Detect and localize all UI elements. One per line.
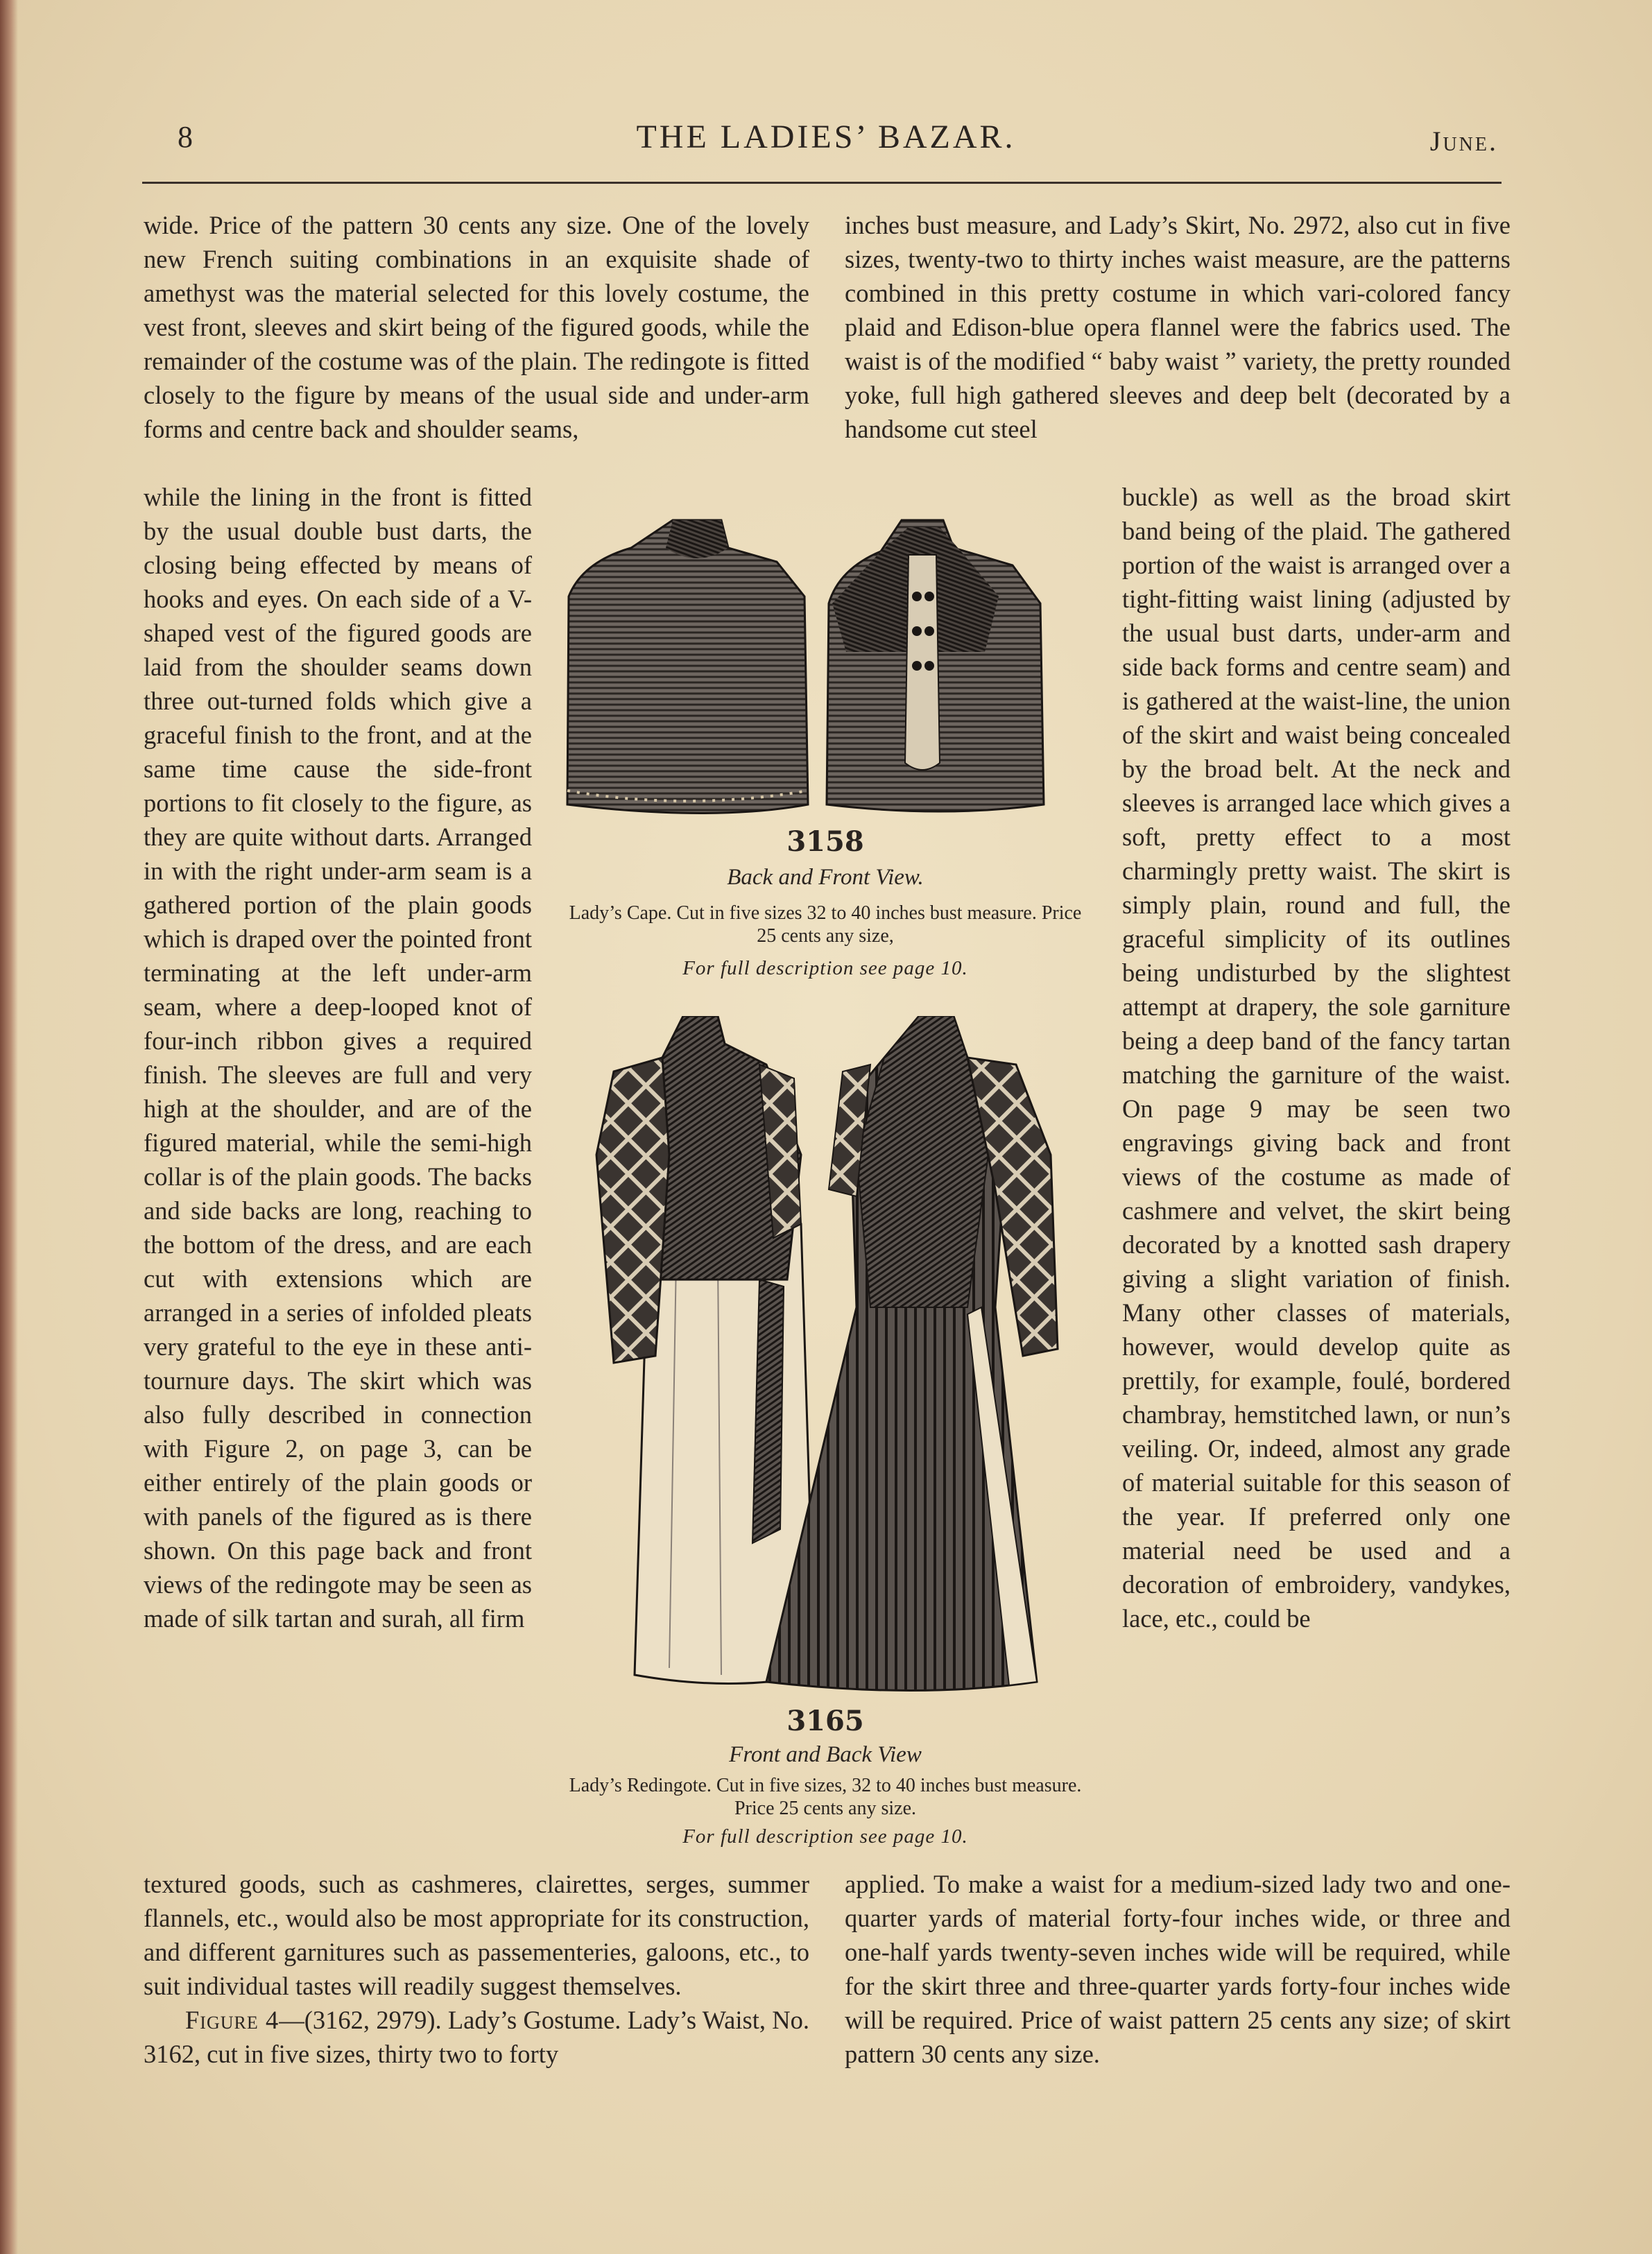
paragraph: buckle) as well as the broad skirt band being of the plaid. The gathered portion of the waist is arranged over a tight-fitting waist lining (adjusted by the usual bust darts, under-arm and side back forms and centre seam) and is gathered at the waist-line, the union of the skirt and waist being concealed by the broad belt. At the neck and sleeves is arranged lace which gives a soft, pretty effect to a most charmingly pretty waist. The skirt is simply plain, round and full, the graceful simplicity of its outlines being undisturbed by the slightest attempt at drapery, the sole garniture being a deep band of the fancy tartan matching the garniture of the waist. On page 9 may be seen two engravings giving back and front views of the costume as made of cashmere and velvet, the skirt being decorated by a knotted sash drapery giving a slight variation of finish. Many other classes of materials, however, would develop quite as prettily, for example, foulé, bordered chambray, hemstitched lawn, or nun’s veiling. Or, indeed, almost any grade of material suitable for this season of the year. If preferred only one material need be used and a decoration of embroidery, vandykes, lace, etc., could be (1122, 483, 1511, 1633)
figure-4-paragraph (144, 2003, 809, 2071)
header-rule (142, 182, 1502, 184)
figure-3158-description: Lady’s Cape. Cut in five sizes 32 to 40 inches bust measure. Price 25 cents any size, (569, 902, 1082, 947)
paragraph: textured goods, such as cashmeres, clairettes, serges, summer flannels, etc., would also be most appropriate for its construction, and different garnitures such as passementeries, galoons, etc., to suit individual tastes will readily suggest themselves. (144, 1870, 809, 2000)
paragraph: applied. To make a waist for a medium-sized lady two and one-quarter yards of material forty-four inches wide, or three and one-half yards twenty-seven inches wide will be required, while for the skirt three and three-quarter yards forty-four inches wide will be required. Price of waist pattern 25 cents any size; of skirt pattern 30 cents any size. (845, 1870, 1511, 2068)
page-number: 8 (178, 120, 193, 154)
paragraph: inches bust measure, and Lady’s Skirt, No. 2972, also cut in five sizes, twenty-two to thirty inches waist measure, are the patterns combined in this pretty costume in which vari-colored fancy plaid and Edison-blue opera flannel were the fabrics used. The waist is of the modified “ baby waist ” variety, the pretty rounded yoke, full high gathered sleeves and deep belt (decorated by a handsome cut steel (845, 211, 1511, 443)
right-column-wrapped (1122, 480, 1511, 1635)
left-column-bottom (144, 1867, 809, 2071)
figure-3165-description: Lady’s Redingote. Cut in five sizes, 32 to 40 inches bust measure. Price 25 cents any size. (569, 1775, 1082, 1819)
redingote-engraving (593, 1016, 1065, 1696)
paragraph: while the lining in the front is fitted by the usual double bust darts, the closing being effected by means of hooks and eyes. On each side of a V-shaped vest of the figured goods are laid from the shoulder seams down three out-turned folds which give a graceful finish to the front, and at the same time cause the side-front portions to fit closely to the figure, as they are quite without darts. Arranged in with the right under-arm seam is a gathered portion of the plain goods which is draped over the pointed front terminating at the left under-arm seam, where a deep-looped knot of four-inch ribbon gives a required finish. The sleeves are full and very high at the shoulder, and are of the figured material, while the semi-high collar is of the plain goods. The backs and side backs are long, reaching to the bottom of the dress, and are each cut with extensions which are arranged in a series of infolded pleats very grateful to the eye in these anti-tournure days. The skirt which was also fully described in connection with Figure 2, on page 3, can be either entirely of the plain goods or with panels of the figured as is there shown. On this page back and front views of the redingote may be seen as made of silk tartan and surah, all firm (144, 483, 532, 1633)
figure-3158-number: 3158 (786, 825, 864, 858)
figure-3165-view: Front and Back View (729, 1742, 922, 1767)
issue-month: June. (1429, 126, 1498, 157)
figure-3165-see-page: For full description see page 10. (682, 1825, 968, 1848)
page-spine-edge (0, 0, 18, 2254)
right-column-bottom (845, 1867, 1511, 2071)
redingote-front-view (596, 1016, 815, 1684)
paragraph: wide. Price of the pattern 30 cents any size. One of the lovely new French suiting combinations in an exquisite shade of amethyst was the material selected for this lovely costume, the vest front, sleeves and skirt being of the figured goods, while the remainder of the costume was of the plain. The redingote is fitted closely to the figure by means of the usual side and under-arm forms and centre back and shoulder seams, (144, 211, 809, 443)
figure-3158-view: Back and Front View. (727, 865, 924, 890)
cape-engraving (555, 513, 1089, 818)
cape-front-view (827, 520, 1044, 811)
cape-back-view (567, 520, 808, 814)
figure-label: Figure 4 (185, 2006, 279, 2034)
figure-3165-number: 3165 (786, 1705, 864, 1737)
left-column-wrapped (144, 480, 532, 1635)
figure-4-text: —(3162, 2979). Lady’s Gostume. Lady’s Waist, No. 3162, cut in five sizes, thirty two to forty (144, 2006, 810, 2068)
left-column-top (144, 208, 809, 446)
figure-3158-see-page: For full description see page 10. (682, 957, 968, 979)
right-column-top (845, 208, 1511, 446)
publication-title: THE LADIES’ BAZAR. (636, 119, 1016, 155)
redingote-back-view (766, 1016, 1058, 1691)
